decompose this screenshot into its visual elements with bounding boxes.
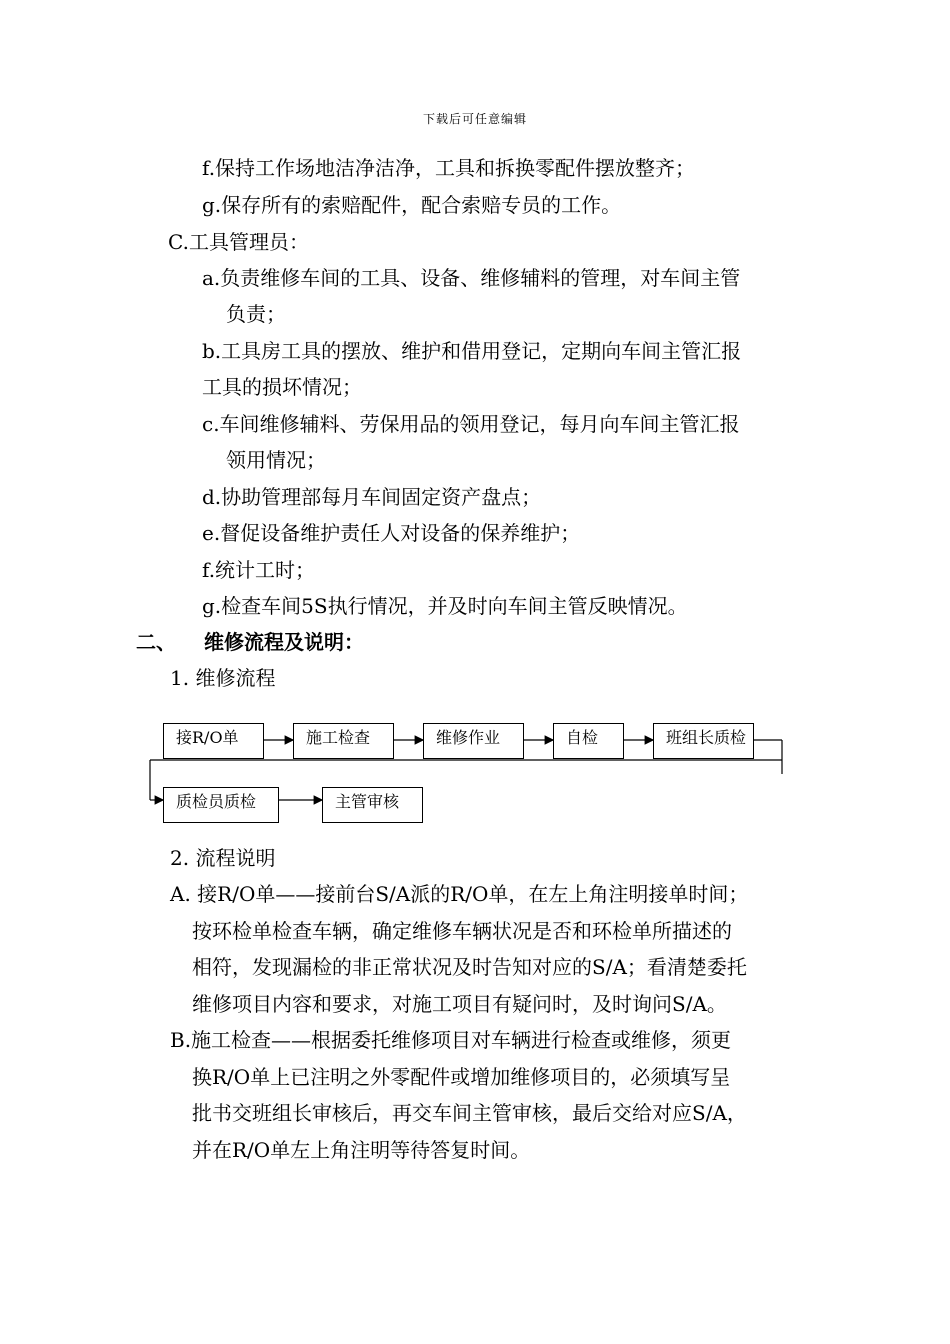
flow-step-team-leader-qc: 班组长质检 <box>653 723 754 759</box>
note-b-line-1: B.施工检查——根据委托维修项目对车辆进行检查或维修，须更 <box>170 1028 732 1052</box>
page-header: 下载后可任意编辑 <box>422 112 527 126</box>
duty-d-asset-check: d.协助管理部每月车间固定资产盘点； <box>202 485 542 509</box>
note-a-line-1: A. 接R/O单——接前台S/A派的R/O单，在左上角注明接单时间； <box>170 882 749 906</box>
duty-c-materials: c.车间维修辅料、劳保用品的领用登记，每月向车间主管汇报 <box>202 412 740 436</box>
note-b-line-4: 并在R/O单左上角注明等待答复时间。 <box>192 1138 531 1162</box>
section-title: 维修流程及说明： <box>204 630 364 654</box>
duty-c-materials-cont: 领用情况； <box>226 448 326 472</box>
note-a-line-3: 相符，发现漏检的非正常状况及时告知对应的S/A；看清楚委托 <box>192 955 747 979</box>
flow-step-repair-work: 维修作业 <box>423 723 524 759</box>
note-b-line-3: 批书交班组长审核后，再交车间主管审核，最后交给对应S/A， <box>192 1101 747 1125</box>
duty-g-5s: g.检查车间5S执行情况，并及时向车间主管反映情况。 <box>202 594 688 618</box>
flow-step-inspector-qc: 质检员质检 <box>163 787 279 823</box>
subheading-flow: 1. 维修流程 <box>170 666 276 690</box>
note-a-line-4: 维修项目内容和要求，对施工项目有疑问时，及时询问S/A。 <box>192 992 727 1016</box>
duty-a-tools: a.负责维修车间的工具、设备、维修辅料的管理，对车间主管 <box>202 266 741 290</box>
duty-e-maintenance: e.督促设备维护责任人对设备的保养维护； <box>202 521 581 545</box>
note-b-line-2: 换R/O单上已注明之外零配件或增加维修项目的，必须填写呈 <box>192 1065 731 1089</box>
note-a-line-2: 按环检单检查车辆，确定维修车辆状况是否和环检单所描述的 <box>192 919 732 943</box>
duty-f-workplace: f.保持工作场地洁净洁净，工具和拆换零配件摆放整齐； <box>202 156 696 180</box>
duty-f-hours: f.统计工时； <box>202 558 316 582</box>
duty-a-tools-cont: 负责； <box>226 302 286 326</box>
duty-g-claim-parts: g.保存所有的索赔配件，配合索赔专员的工作。 <box>202 193 622 217</box>
duty-b-tool-room-cont: 工具的损坏情况； <box>202 375 362 399</box>
flow-step-construction-check: 施工检查 <box>293 723 394 759</box>
flow-step-self-check: 自检 <box>553 723 624 759</box>
subheading-flow-notes: 2. 流程说明 <box>170 846 276 870</box>
section-number: 二、 <box>136 630 176 654</box>
flow-step-supervisor-review: 主管审核 <box>322 787 423 823</box>
duty-b-tool-room: b.工具房工具的摆放、维护和借用登记，定期向车间主管汇报 <box>202 339 742 363</box>
flow-step-receive-ro: 接R/O单 <box>163 723 264 759</box>
role-heading-tool-manager: C.工具管理员： <box>168 230 309 254</box>
